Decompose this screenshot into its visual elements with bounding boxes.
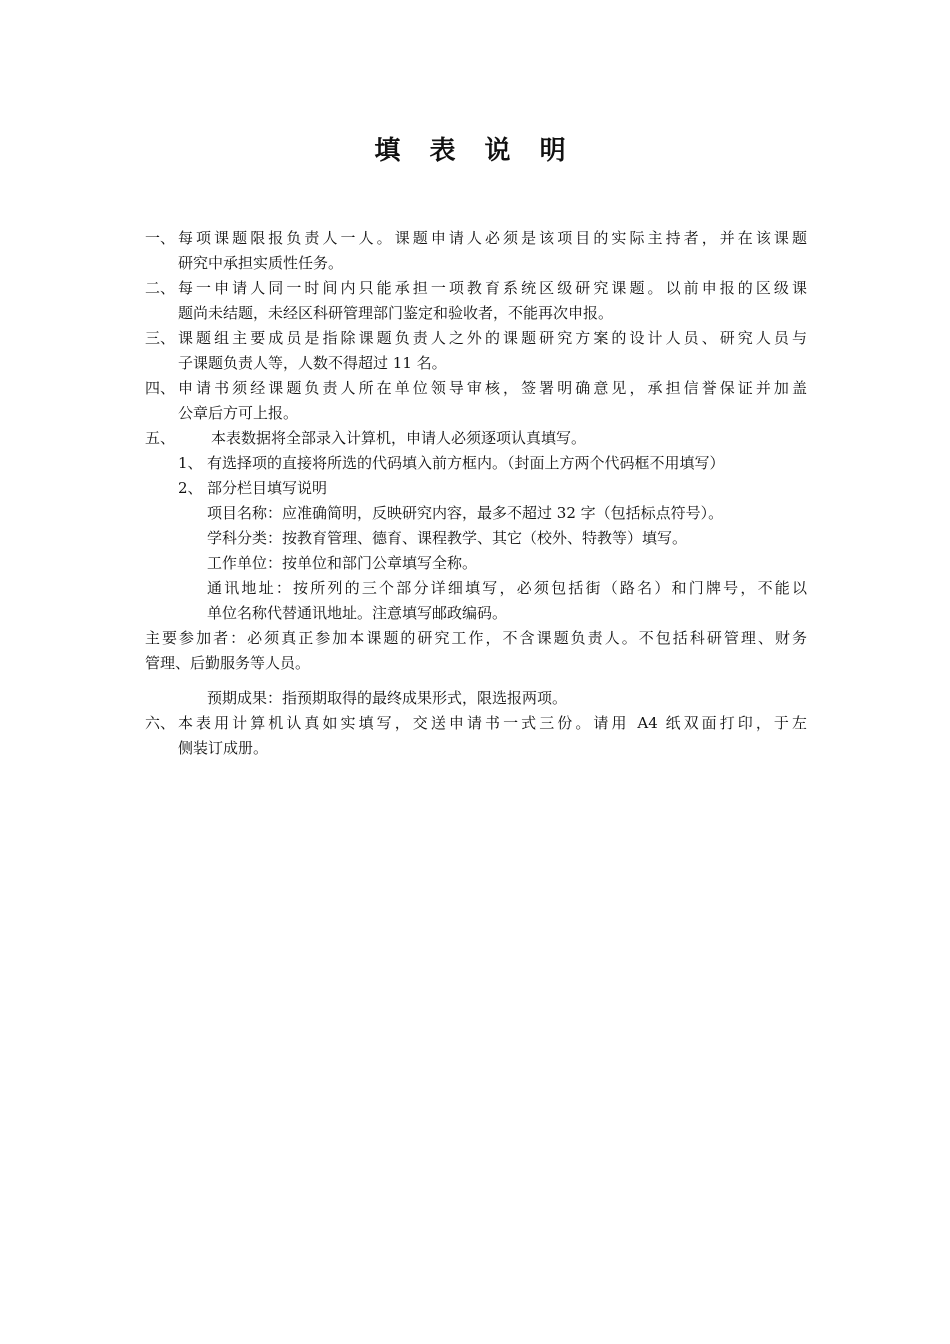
item-text-line1: 本表数据将全部录入计算机，申请人必须逐项认真填写。 xyxy=(211,429,587,447)
instruction-item-3 xyxy=(145,326,807,376)
detail-project-name: 项目名称：应准确简明，反映研究内容，最多不超过 32 字（包括标点符号）。 xyxy=(207,504,724,522)
item-text-line1: 申请书须经课题负责人所在单位领导审核，签署明确意见，承担信誉保证并加盖 xyxy=(178,379,807,397)
item-text-line1: 课题组主要成员是指除课题负责人之外的课题研究方案的设计人员、研究人员与 xyxy=(178,329,807,347)
detail-subject: 学科分类：按教育管理、德育、课程教学、其它（校外、特教等）填写。 xyxy=(207,529,688,547)
sub-item-text: 部分栏目填写说明 xyxy=(207,479,328,497)
sub-item-1 xyxy=(145,451,807,476)
item-number: 三、 xyxy=(145,329,176,347)
item-number: 一、 xyxy=(145,229,176,247)
item-number: 二、 xyxy=(145,279,176,297)
item-text-line2: 题尚未结题，未经区科研管理部门鉴定和验收者，不能再次申报。 xyxy=(178,304,614,322)
item-number: 六、 xyxy=(145,714,176,732)
sub-item-number: 2、 xyxy=(178,479,203,497)
item-text-line1: 每项课题限报负责人一人。课题申请人必须是该项目的实际主持者，并在该课题 xyxy=(178,229,807,247)
instruction-item-1 xyxy=(145,226,807,276)
item-text-line1: 每一申请人同一时间内只能承担一项教育系统区级研究课题。以前申报的区级课 xyxy=(178,279,807,297)
participants-line1: 主要参加者：必须真正参加本课题的研究工作，不含课题负责人。不包括科研管理、财务 xyxy=(145,629,807,647)
item-text-line1: 本表用计算机认真如实填写，交送申请书一式三份。请用 A4 纸双面打印，于左 xyxy=(178,714,807,732)
page-title: 填 表 说 明 xyxy=(374,136,576,166)
instruction-item-5 xyxy=(145,426,807,451)
item-number: 四、 xyxy=(145,379,176,397)
item-text-line2: 侧装订成册。 xyxy=(178,739,269,757)
detail-work-unit: 工作单位：按单位和部门公章填写全称。 xyxy=(207,554,478,572)
item-text-line2: 子课题负责人等，人数不得超过 11 名。 xyxy=(178,354,447,372)
item-text-line2: 研究中承担实质性任务。 xyxy=(178,254,344,272)
item-text-line2: 公章后方可上报。 xyxy=(178,404,299,422)
instructions-body xyxy=(145,226,807,761)
spacer xyxy=(145,676,807,686)
detail-address-line2: 单位名称代替通讯地址。注意填写邮政编码。 xyxy=(207,604,508,622)
item-number: 五、 xyxy=(145,429,176,447)
detail-address-line1: 通讯地址：按所列的三个部分详细填写，必须包括街（路名）和门牌号，不能以 xyxy=(207,579,807,597)
sub-item-number: 1、 xyxy=(178,454,203,472)
sub-item-2 xyxy=(145,476,807,501)
instruction-item-2 xyxy=(145,276,807,326)
instruction-item-6 xyxy=(145,711,807,761)
instruction-item-4 xyxy=(145,376,807,426)
sub-item-text: 有选择项的直接将所选的代码填入前方框内。（封面上方两个代码框不用填写） xyxy=(207,454,725,472)
detail-participants xyxy=(145,626,807,676)
detail-expected-results: 预期成果：指预期取得的最终成果形式，限选报两项。 xyxy=(207,689,568,707)
participants-line2: 管理、后勤服务等人员。 xyxy=(145,654,311,672)
